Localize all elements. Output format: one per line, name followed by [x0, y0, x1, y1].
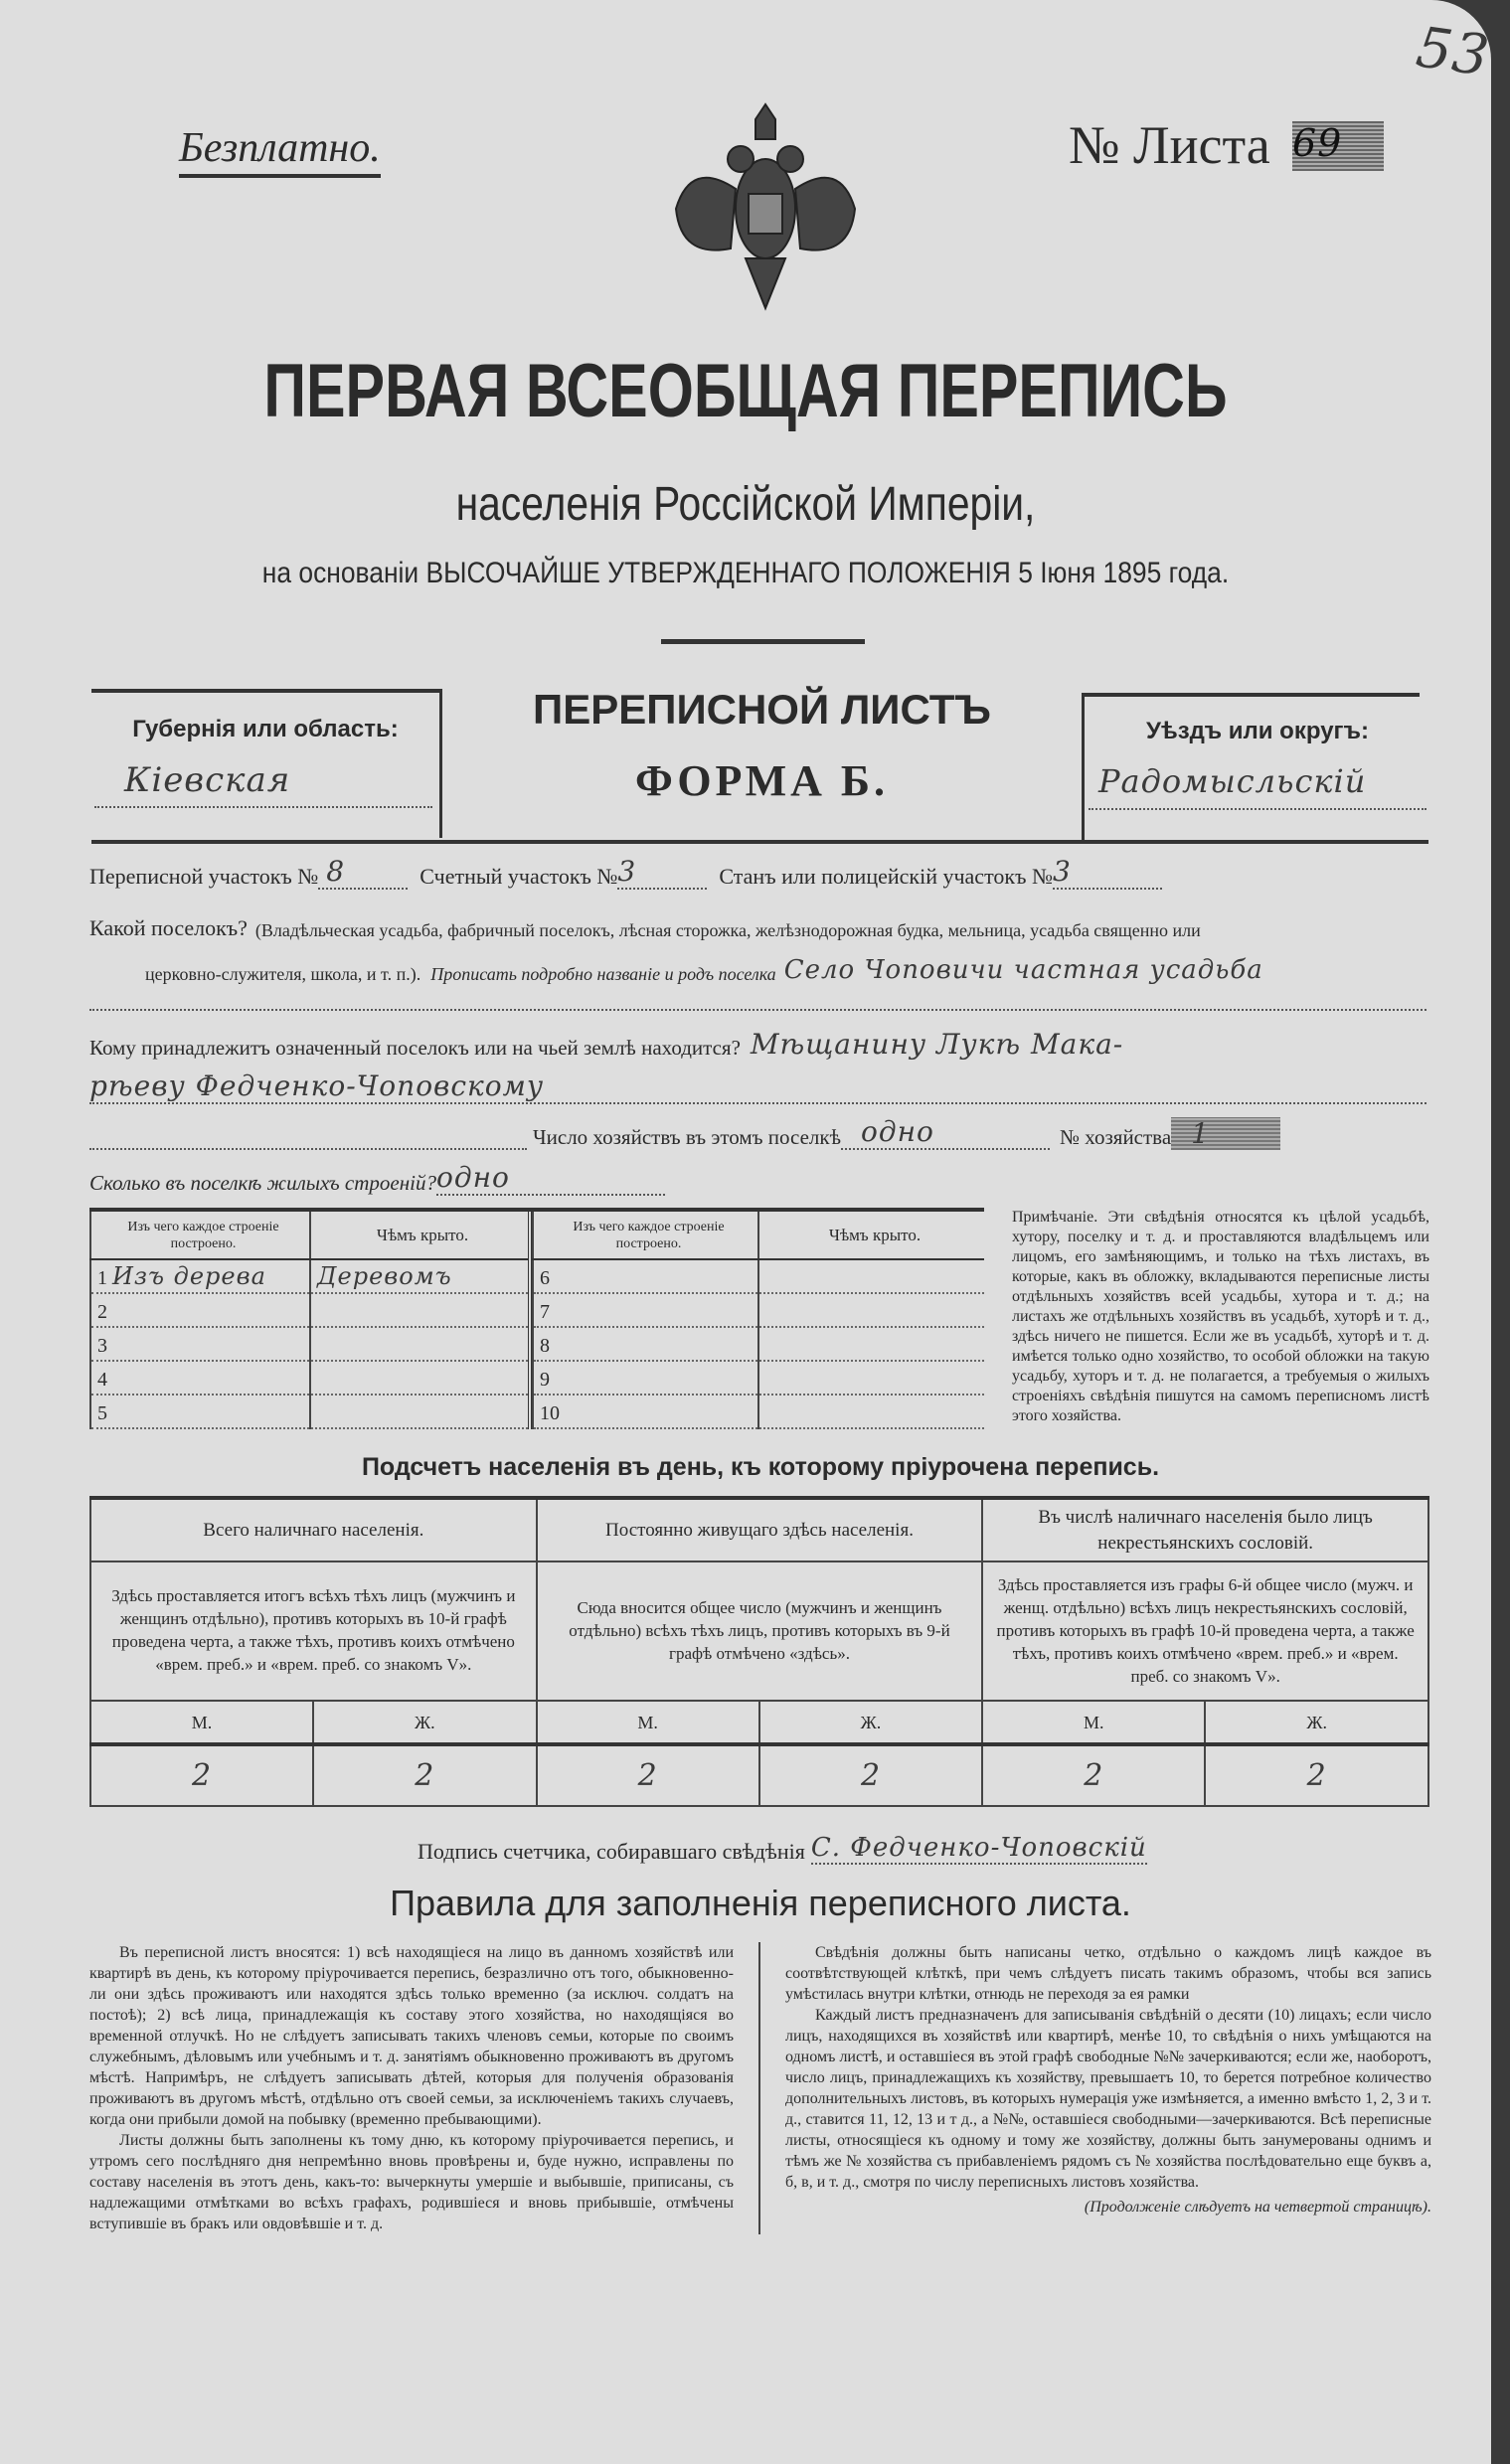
gubernia-field[interactable]: Кіевская [94, 760, 432, 808]
column-header: Чѣмъ крыто. [758, 1212, 984, 1259]
buildings-label: Сколько въ поселкѣ жилыхъ строеній? [89, 1171, 436, 1195]
material-cell[interactable] [90, 1259, 310, 1293]
blank-line [89, 1148, 527, 1150]
roof-cell[interactable]: Деревомъ [310, 1259, 530, 1293]
roof-cell[interactable] [310, 1327, 530, 1361]
subtitle: населенія Россійской Имперіи, [455, 478, 1036, 531]
households-label: Число хозяйствъ въ этомъ поселкѣ [533, 1125, 841, 1149]
material-cell[interactable] [90, 1361, 310, 1395]
row-number: 9 [540, 1369, 550, 1391]
column-header: Изъ чего каждое строеніе построено. [533, 1212, 758, 1259]
settlement-field[interactable]: Село Чоповичи частная усадьба [783, 955, 1263, 985]
buildings-row [89, 1156, 1431, 1196]
roof-cell[interactable] [310, 1361, 530, 1395]
legal-basis: на основаніи ВЫСОЧАЙШЕ УТВЕРЖДЕННАГО ПОЛОЖЕНІЯ 5 Іюня 1895 года. [261, 557, 1230, 589]
settlement-instruction: Прописать подробно названіе и родъ поселка [430, 964, 776, 984]
rules-paragraph: Каждый листъ предназначенъ для записыванія свѣдѣній о десяти (10) лицахъ; если число лицъ, находящихся въ хозяйствѣ или квартирѣ, менѣе 10, то свѣдѣнія о нихъ умѣщаются на одномъ листѣ, и оставшіеся въ этой графѣ свободные №№ зачеркиваются; если же, наоборотъ, число лицъ, принадлежащихъ къ хозяйству, превышаетъ 10, то берется потребное количество дополнительныхъ листовъ, въ которыхъ нумерація уже измѣняется, а именно вмѣсто 1, 2, 3 и т. д., ставится 11, 12, 13 и т д., а №№, оставшіеся свободными—зачеркиваются. Всѣ переписные листы, относящіеся къ одному и тому же хозяйству, должны быть занумерованы однимъ и тѣмъ же № хозяйства съ прибавленіемъ рядомъ съ № хозяйства послѣдовательно еще буквъ а, б, в, и т. д., смотря по числу переписныхъ листовъ хозяйства. [785, 2007, 1431, 2192]
table-row [90, 1361, 530, 1395]
female-count[interactable]: 2 [313, 1744, 537, 1806]
sheet-number-value[interactable]: 69 [1292, 121, 1384, 171]
owner-row [89, 1021, 1431, 1061]
rules-columns [89, 1942, 1431, 2234]
male-count[interactable]: 2 [537, 1744, 759, 1806]
column-header: Изъ чего каждое строеніе построено. [90, 1212, 310, 1259]
household-number-label: № хозяйства [1060, 1125, 1172, 1149]
population-column-description: Здѣсь проставляется итогъ всѣхъ тѣхъ лицъ (мужчинъ и женщинъ отдѣльно), противъ которыхъ въ 10-й графѣ проведена черта, а также тѣхъ, противъ коихъ отмѣчено «врем. преб.» и «врем. преб. со знакомъ V». [90, 1561, 537, 1701]
households-field[interactable]: одно [841, 1115, 1050, 1150]
row-number: 1 [97, 1267, 107, 1289]
female-header: Ж. [313, 1701, 537, 1744]
form-title: ПЕРЕПИСНОЙ ЛИСТЪ [533, 686, 991, 733]
roof-cell[interactable] [310, 1395, 530, 1428]
rule [91, 840, 1428, 844]
table-row [90, 1259, 530, 1293]
column-divider [758, 1942, 760, 2234]
buildings-table [89, 1208, 984, 1429]
row-number: 6 [540, 1267, 550, 1289]
districts-row [89, 850, 1431, 890]
table-row [533, 1293, 984, 1327]
roof-cell[interactable] [758, 1293, 984, 1327]
imperial-eagle-emblem [661, 99, 870, 313]
material-cell[interactable] [533, 1395, 758, 1428]
settlement-row [89, 945, 1431, 985]
population-heading: Подсчетъ населенія въ день, къ которому пріурочена перепись. [361, 1453, 1160, 1481]
material-cell[interactable] [90, 1327, 310, 1361]
sheet-number-label: № Листа [1069, 115, 1270, 175]
buildings-note: Примѣчаніе. Эти свѣдѣнія относятся къ цѣлой усадьбѣ, хутору, поселку и т. д. и проставляются владѣльцемъ или лицомъ, его замѣняющимъ, и только на тѣхъ листахъ, въ которые, какъ въ обложку, вкладываются переписные листы отдѣльныхъ хозяйствъ всей усадьбы, хутора и т. д.; на листахъ же отдѣльныхъ хозяйствъ въ усадьбѣ, хуторѣ и т. д., здѣсь ничего не пишется. Если же въ усадьбѣ, хуторѣ и т. д. имѣется только одно хозяйство, то особой обложки на такую усадьбу, хуторъ и т. д. не полагается, а требуемыя о жилыхъ строеніяхъ свѣдѣнія пишутся на самомъ переписномъ листѣ этого хозяйства. [1012, 1209, 1429, 1424]
police-district-field[interactable]: 3 [1053, 855, 1162, 890]
male-count[interactable]: 2 [90, 1744, 313, 1806]
population-column-title: Въ числѣ наличнаго населенія было лицъ некрестьянскихъ сословій. [982, 1498, 1428, 1561]
table-row [90, 1293, 530, 1327]
census-district-field[interactable]: 8 [318, 855, 408, 890]
roof-cell[interactable] [310, 1293, 530, 1327]
main-title: ПЕРВАЯ ВСЕОБЩАЯ ПЕРЕПИСЬ [263, 349, 1228, 433]
uezd-field[interactable]: Радомысльскій [1089, 762, 1426, 810]
settlement-hint-2: церковно-служителя, школа, и т. п.). [145, 964, 421, 984]
row-number: 4 [97, 1369, 107, 1391]
settlement-question [89, 902, 1431, 941]
population-column-description: Здѣсь проставляется изъ графы 6-й общее число (мужч. и женщ. отдѣльно) всѣхъ лицъ некрестьянскихъ сословій, противъ которыхъ въ графѣ 10-й проведена черта, а также тѣхъ, противъ коихъ отмѣчено «врем. преб.» и «врем. преб. со знакомъ V». [982, 1561, 1428, 1701]
rule [91, 689, 439, 693]
row-number: 8 [540, 1335, 550, 1357]
households-row [89, 1110, 1431, 1150]
female-count[interactable]: 2 [1205, 1744, 1428, 1806]
divider [661, 639, 865, 644]
population-column-title: Всего наличнаго населенія. [90, 1498, 537, 1561]
female-header: Ж. [1205, 1701, 1428, 1744]
material-cell[interactable] [533, 1361, 758, 1395]
female-header: Ж. [759, 1701, 983, 1744]
household-number-field[interactable]: 1 [1171, 1117, 1280, 1150]
rules-left-column [89, 1942, 734, 2234]
material-cell[interactable] [90, 1293, 310, 1327]
blank-line [89, 985, 1426, 1011]
table-row [90, 1327, 530, 1361]
population-table [89, 1496, 1429, 1807]
material-cell[interactable] [90, 1395, 310, 1428]
gubernia-label: Губернія или область: [132, 716, 399, 742]
settlement-hint: (Владѣльческая усадьба, фабричный поселокъ, лѣсная сторожка, желѣзнодорожная будка, мельница, усадьба священно или [254, 920, 1201, 940]
row-number: 10 [540, 1402, 560, 1424]
archive-number: 53 [1412, 15, 1494, 89]
female-count[interactable]: 2 [759, 1744, 983, 1806]
signature-field[interactable]: С. Федченко-Чоповскій [810, 1833, 1147, 1864]
male-header: М. [90, 1701, 313, 1744]
free-label: Безплатно. [179, 124, 381, 178]
population-column-description: Сюда вносится общее число (мужчинъ и женщинъ отдѣльно) всѣхъ тѣхъ лицъ, противъ которыхъ въ 9-й графѣ отмѣчено «здѣсь». [537, 1561, 983, 1701]
owner-field-continued[interactable]: рѣеву Федченко-Чоповскому [89, 1069, 1426, 1104]
rule [1082, 693, 1085, 842]
rules-continued: (Продолженіе слѣдуетъ на четвертой страницѣ). [1084, 2199, 1431, 2217]
count-district-label: Счетный участокъ № [419, 864, 618, 889]
male-header: М. [537, 1701, 759, 1744]
signature-label: Подпись счетчика, собиравшаго свѣдѣнія [418, 1839, 805, 1865]
buildings-table-left [89, 1212, 532, 1429]
roof-cell[interactable] [758, 1395, 984, 1428]
owner-field[interactable]: Мѣщанину Лукѣ Мака- [750, 1028, 1124, 1061]
uezd-label: Уѣздъ или округъ: [1145, 718, 1370, 744]
rules-title: Правила для заполненія переписного листа. [390, 1883, 1131, 1924]
buildings-field[interactable]: одно [436, 1161, 665, 1196]
rules-paragraph: Въ переписной листъ вносятся: 1) всѣ находящіеся на лицо въ данномъ хозяйствѣ или квартирѣ въ день, къ которому пріурочивается перепись, безразлично отъ того, обыкновенно-ли они здѣсь проживаютъ или находятся здѣсь только временно (за исключ. солдатъ на постоѣ); 2) всѣ лица, принадлежащія къ составу этого хозяйства, но находящіяся во временной отлучкѣ. Но не слѣдуетъ записывать такихъ членовъ семьи, которые по своимъ служебнымъ, дѣловымъ или учебнымъ и т. д. занятіямъ обыкновенно проживаютъ въ другомъ мѣстѣ. Напримѣръ, не слѣдуетъ записывать дѣтей, которыя для полученія образованія проживаютъ въ другомъ мѣстѣ, отдѣльно отъ своей семьи, за исключеніемъ такихъ случаевъ, когда они прибыли домой на побывку (временно пребывающими). [89, 1944, 734, 2129]
form-body [89, 850, 1431, 2234]
buildings-table-right [532, 1212, 984, 1429]
male-count[interactable]: 2 [982, 1744, 1205, 1806]
material-value: Изъ дерева [112, 1262, 266, 1290]
rules-right-column [785, 1942, 1431, 2234]
roof-cell[interactable] [758, 1361, 984, 1395]
rules-paragraph: Свѣдѣнія должны быть написаны четко, отдѣльно о каждомъ лицѣ каждое въ соотвѣтствующей клѣткѣ, при чемъ слѣдуетъ писать такимъ образомъ, чтобы вся запись умѣстилась внутри клѣтки, отнюдь не переходя за ея рамки [785, 1944, 1431, 2004]
table-row [533, 1361, 984, 1395]
signature-row [418, 1825, 1431, 1865]
row-number: 2 [97, 1301, 107, 1323]
population-column-title: Постоянно живущаго здѣсь населенія. [537, 1498, 983, 1561]
count-district-field[interactable]: 3 [617, 855, 707, 890]
buildings-section [89, 1208, 1431, 1429]
material-cell[interactable] [533, 1259, 758, 1293]
rules-paragraph: Листы должны быть заполнены къ тому дню, къ которому пріурочивается перепись, и утромъ сего послѣдняго дня непремѣнно вновь провѣрены и, буде нужно, исправлены по составу населенія въ этотъ день, какъ-то: вычеркнуты умершіе и выбывшіе, приписаны, съ надлежащими отмѣтками во всѣхъ графахъ, родившіеся и вновь прибывшіе, отмѣчены вступившіе въ бракъ или овдовѣвшіе и т. д. [89, 2132, 734, 2233]
row-number: 3 [97, 1335, 107, 1357]
table-row [533, 1395, 984, 1428]
table-row [533, 1327, 984, 1361]
column-header: Чѣмъ крыто. [310, 1212, 530, 1259]
material-cell[interactable] [533, 1327, 758, 1361]
owner-label: Кому принадлежитъ означенный поселокъ или на чьей землѣ находится? [89, 1036, 741, 1060]
roof-cell[interactable] [758, 1259, 984, 1293]
roof-cell[interactable] [758, 1327, 984, 1361]
census-district-label: Переписной участокъ № [89, 864, 319, 889]
table-row [533, 1259, 984, 1293]
row-number: 5 [97, 1402, 107, 1424]
form-type: ФОРМА Б. [635, 756, 889, 805]
police-district-label: Станъ или полицейскій участокъ № [719, 864, 1053, 889]
male-header: М. [982, 1701, 1205, 1744]
owner-row-continued [89, 1065, 1431, 1104]
table-row [90, 1395, 530, 1428]
rule [1082, 693, 1420, 697]
row-number: 7 [540, 1301, 550, 1323]
settlement-label: Какой поселокъ? [89, 915, 248, 940]
material-cell[interactable] [533, 1293, 758, 1327]
